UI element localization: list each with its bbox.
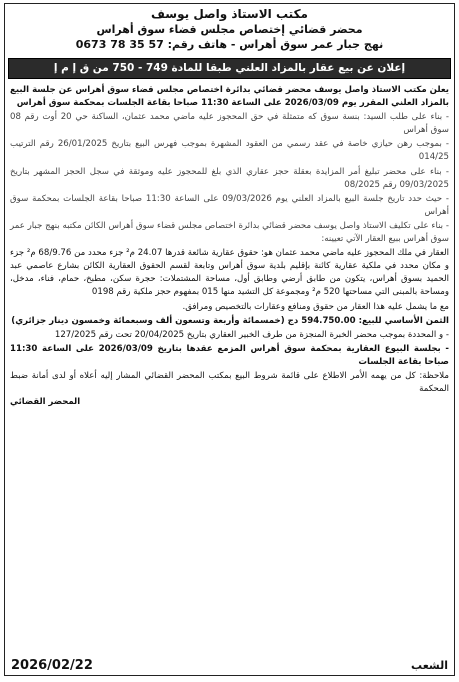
publication-date: 2026/02/22 [11, 658, 93, 673]
office-address: نهج جبار عمر سوق أهراس - هاتف رقم: 57 35 78 0673 [75, 38, 384, 51]
office-title: محضر قضائي إختصاص مجلس قضاء سوق أهراس [96, 23, 363, 36]
announcement-page [4, 3, 455, 676]
announcement-banner: إعلان عن بيع عقار بالمزاد العلني طبقا للمادة 749 - 750 من ق إ م إ [8, 58, 451, 79]
newspaper-name: الشعب [411, 659, 448, 672]
property-description: العقار في ملك المحجوز عليه ماضي محمد عثمان هو: حقوق عقارية شائعة قدرها 24.07 م² جزء محدد من 68/9.76 م² جزء و مكان محدد في ملكية عقارية كائنة بإقليم بلدية سوق أهراس وتابعة لقسم الحقوق العقارية الكائن بشارع عاصمي عبد الحميد بسوق أهراس، يتكون من طابق أرضي وطابق أول، مساحة المشتملات: حجرة سكن، مطبخ، حمام، فناء، مدخل، ومساحة بالمبنى التي مساحتها 520 م² ومجموعة كل التشيد منها 015 بمفهوم حجز ملكية رقم 0198 [10, 248, 450, 298]
appraisal-paragraph: - و المحددة بموجب محضر الخبرة المنجزة من طرف الخبير العقاري بتاريخ 20/04/2025 تحت رقم 127/2025 [54, 329, 449, 340]
assignment-paragraph: - بناء على تكليف الاستاذ واصل يوسف محضر قضائي بدائرة اختصاص مجلس قضاء سوق أهراس الكائن مكتبه بنهج جبار عمر سوق أهراس ببيع العقار الآتي تعيينه: [10, 220, 449, 245]
base-price: الثمن الأساسي للبيع: 594.750.00 دج (خمسمائة وأربعة وتسعون ألف وسبعمائة وخمسون دينار جزائري) [11, 315, 449, 326]
office-header [5, 4, 454, 52]
intro-paragraph: يعلن مكتب الاستاذ واصل يوسف محضر قضائي بدائرة اختصاص مجلس قضاء سوق أهراس عن جلسة البيع بالمزاد العلني المقرر يوم 2026/03/09 على الساعة 11:30 صباحا بقاعة الجلسات بمحكمة سوق أهراس [10, 85, 449, 109]
office-name: مكتب الاستاذ واصل يوسف [151, 7, 308, 21]
note-paragraph: ملاحظة: كل من يهمه الأمر الاطلاع على قائمة شروط البيع بمكتب المحضر القضائي المشار إليه أعلاه أو لدى أمانة ضبط المحكمة [10, 370, 449, 395]
property-rights: مع ما يشمل عليه هذا العقار من حقوق ومنافع وعقارات بالتخصيص ومرافق. [182, 301, 449, 312]
announcement-body [5, 82, 454, 396]
creditor-paragraph: - بناء على طلب السيد: بنسة سوق كه متمثلة في حق المحجوز عليه ماضي محمد عثمان، الساكنة حي 20 أوت رقم 08 سوق أهراس [10, 112, 449, 136]
signature-row [5, 397, 454, 407]
mortgage-paragraph: - بموجب رهن حيازي خاصة في عقد رسمي من العقود المشهرة بموجب فهرس البيع بتاريخ 26/01/2025 رقم الترتيب 014/25 [10, 139, 449, 163]
seizure-paragraph: - بناء على محضر تبليغ أمر المزايدة بعقلة حجز عقاري الذي بلغ للمحجوز عليه وموثقة في سجل الحجز المشهر بتاريخ 09/03/2025 رقم 08/2025 [10, 166, 449, 190]
auction-session: - بجلسة البيوع العقارية بمحكمة سوق أهراس المزمع عقدها بتاريخ 2026/03/09 على الساعة 11:30 صباحا بقاعة الجلسات [10, 343, 449, 367]
newspaper-footer [11, 658, 448, 673]
session-paragraph: - حيث حدد تاريخ جلسة البيع بالمزاد العلني يوم 09/03/2026 على الساعة 11:30 صباحا بقاعة الجلسات بمحكمة سوق أهراس [10, 193, 449, 217]
bailiff-signature: المحضر القضائي [10, 397, 81, 408]
